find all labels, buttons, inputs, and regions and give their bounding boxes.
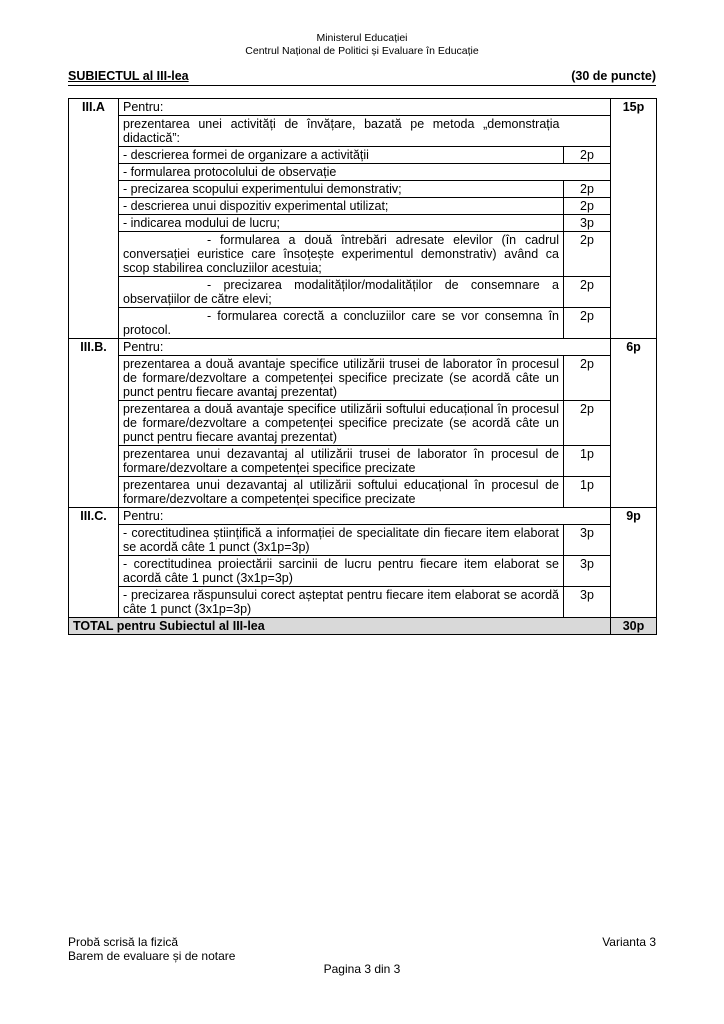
subject-heading [68, 68, 656, 86]
subject-title: SUBIECTUL al III-lea [68, 69, 189, 83]
total-row [69, 618, 657, 635]
criterion-points: 3p [564, 587, 611, 618]
criterion-text: - descrierea unui dispozitiv experimental utilizat; [119, 198, 564, 215]
table-row [69, 339, 657, 356]
section-intro: Pentru: [119, 99, 611, 116]
footer-grading-name: Barem de evaluare și de notare [68, 949, 236, 963]
table-row [69, 401, 657, 446]
table-row [69, 116, 657, 147]
criterion-text: - indicarea modului de lucru; [119, 215, 564, 232]
criterion-text: - descrierea formei de organizare a activității [119, 147, 564, 164]
total-points: 30p [611, 618, 657, 635]
criterion-points: 2p [564, 181, 611, 198]
criterion-text: prezentarea unui dezavantaj al utilizării trusei de laborator în procesul de formare/dezvoltare a competenței specifice precizate [119, 446, 564, 477]
table-row [69, 164, 657, 181]
table-row [69, 477, 657, 508]
table-row [69, 446, 657, 477]
table-row [69, 556, 657, 587]
criterion-points: 3p [564, 556, 611, 587]
table-row [69, 181, 657, 198]
criterion-text: - corectitudinea proiectării sarcinii de lucru pentru fiecare item elaborat se acordă câte 1 punct (3x1p=3p) [119, 556, 564, 587]
section-label-b: III.B. [69, 339, 119, 508]
table-row [69, 198, 657, 215]
section-intro: Pentru: [119, 508, 611, 525]
table-row [69, 508, 657, 525]
table-row [69, 215, 657, 232]
document-header [0, 32, 724, 58]
criterion-text: - formularea protocolului de observație [119, 164, 564, 181]
criterion-points: 2p [564, 198, 611, 215]
page-number: Pagina 3 din 3 [323, 962, 401, 976]
criterion-points: 3p [564, 215, 611, 232]
section-total-c: 9p [611, 508, 657, 618]
center-name: Centrul Național de Politici și Evaluare în Educație [245, 45, 479, 57]
criterion-points: 2p [564, 401, 611, 446]
criterion-text: - precizarea modalităților/modalităților de consemnare a observațiilor de către elevi; [119, 277, 564, 308]
criterion-points: 1p [564, 446, 611, 477]
table-row [69, 587, 657, 618]
criterion-text: prezentarea unui dezavantaj al utilizării softului educațional în procesul de formare/dezvoltare a competenței specifice precizate [119, 477, 564, 508]
criterion-points: 2p [564, 356, 611, 401]
section-label-a: III.A [69, 99, 119, 339]
table-row [69, 308, 657, 339]
criterion-points: 2p [564, 147, 611, 164]
grading-table [68, 98, 657, 635]
section-total-a: 15p [611, 99, 657, 339]
criterion-text: prezentarea a două avantaje specifice utilizării trusei de laborator în procesul de formare/dezvoltare a competenței specifice precizate (se acordă câte un punct pentru fiecare avantaj prezentat) [119, 356, 564, 401]
criterion-text: prezentarea unei activități de învățare, bazată pe metoda „demonstrația didactică”: [119, 116, 564, 147]
subject-points: (30 de puncte) [571, 69, 656, 83]
section-intro: Pentru: [119, 339, 611, 356]
table-row [69, 356, 657, 401]
table-row [69, 99, 657, 116]
criterion-text: - precizarea răspunsului corect așteptat pentru fiecare item elaborat se acordă câte 1 punct (3x1p=3p) [119, 587, 564, 618]
criterion-points: 2p [564, 232, 611, 277]
criterion-points: 3p [564, 525, 611, 556]
criterion-text: - precizarea scopului experimentului demonstrativ; [119, 181, 564, 198]
total-label: TOTAL pentru Subiectul al III-lea [69, 618, 611, 635]
criterion-points: 2p [564, 277, 611, 308]
criterion-text: - formularea corectă a concluziilor care se vor consemna în protocol. [119, 308, 564, 339]
criterion-text: - corectitudinea științifică a informației de specialitate din fiecare item elaborat se acordă câte 1 punct (3x1p=3p) [119, 525, 564, 556]
table-row [69, 232, 657, 277]
criterion-points: 2p [564, 308, 611, 339]
criterion-text: - formularea a două întrebări adresate elevilor (în cadrul conversației euristice care însoțește experimentul demonstrativ) având ca scop stabilirea concluziilor acestuia; [119, 232, 564, 277]
table-row [69, 525, 657, 556]
criterion-points: 1p [564, 477, 611, 508]
criterion-text: prezentarea a două avantaje specifice utilizării softului educațional în procesul de formare/dezvoltare a competenței specifice precizate (se acordă câte un punct pentru fiecare avantaj prezentat) [119, 401, 564, 446]
table-row [69, 147, 657, 164]
section-total-b: 6p [611, 339, 657, 508]
section-label-c: III.C. [69, 508, 119, 618]
footer-exam-name: Probă scrisă la fizică [68, 935, 179, 949]
footer-variant: Varianta 3 [602, 935, 656, 949]
ministry-name: Ministerul Educației [316, 32, 408, 44]
table-row [69, 277, 657, 308]
